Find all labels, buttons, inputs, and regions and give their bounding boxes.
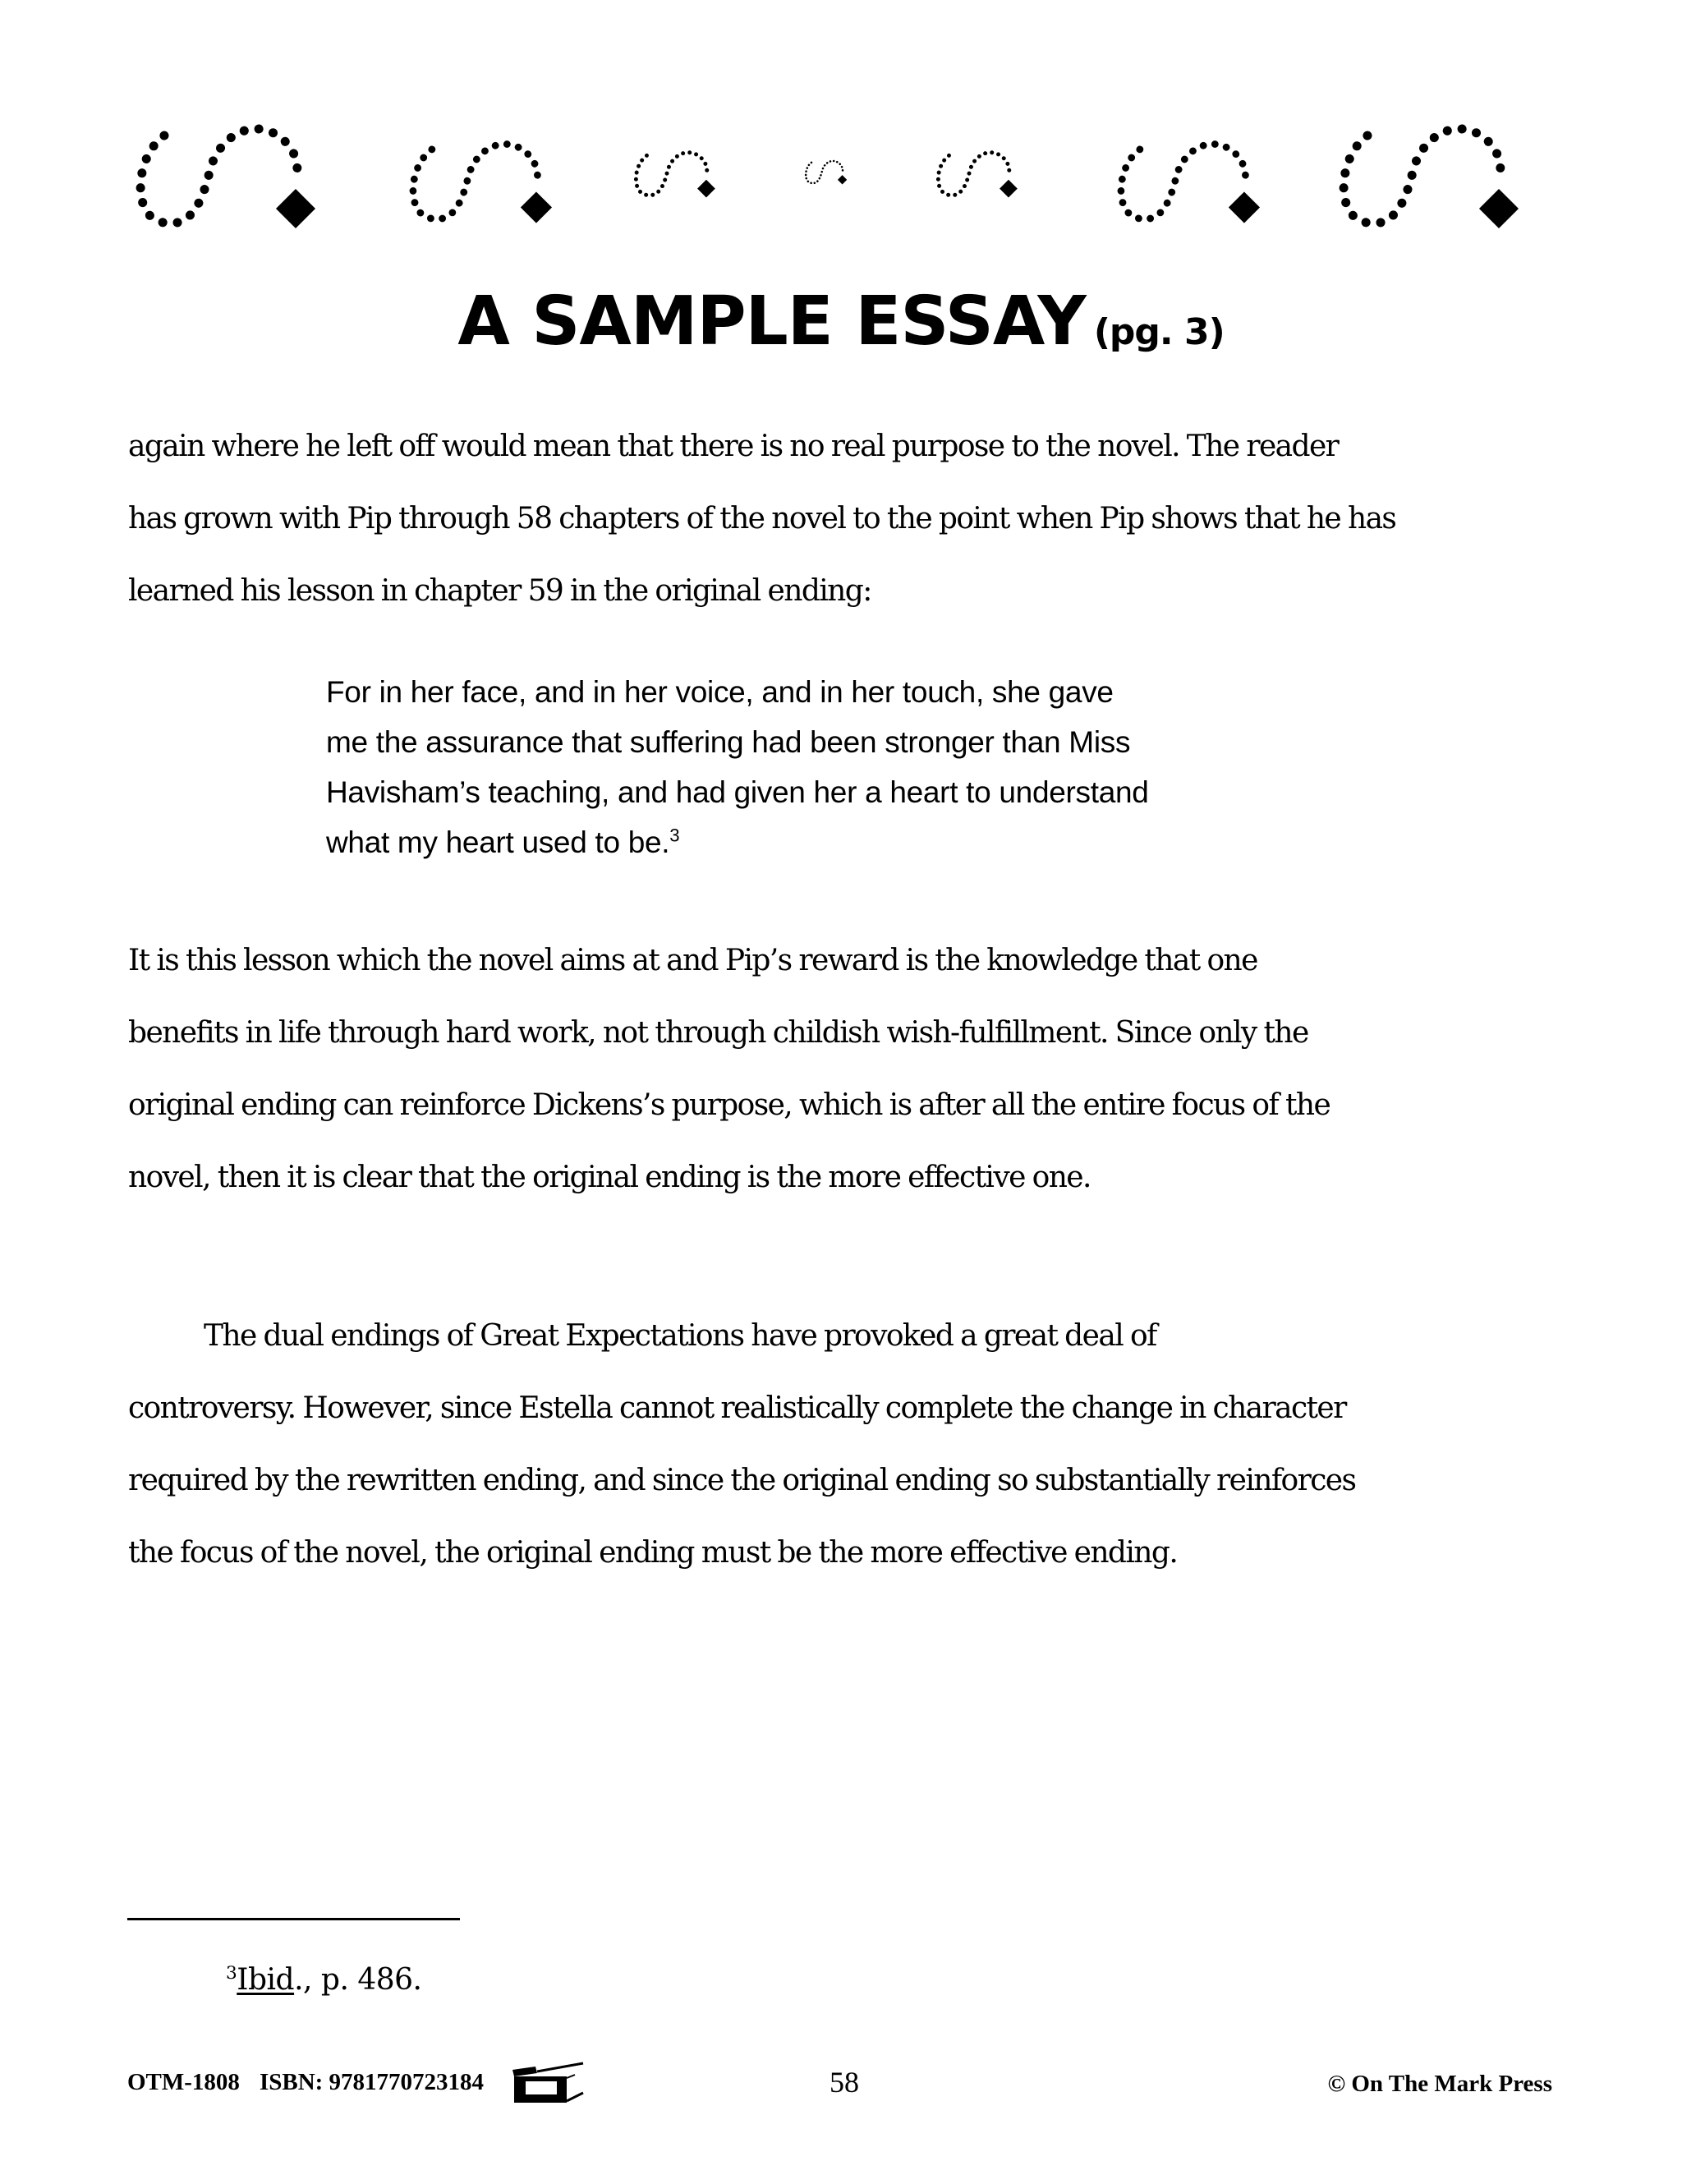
dotted-s-curve-icon	[1110, 133, 1291, 256]
footer-publication-info	[127, 2062, 484, 2103]
dotted-s-curve-icon	[131, 115, 329, 255]
text-line: the focus of the novel, the original ending must be the more effective ending.	[128, 1536, 1178, 1570]
text-line: It is this lesson which the novel aims at and Pip’s reward is the knowledge that one	[128, 944, 1257, 977]
quote-line: Havisham’s teaching, and had given her a heart to understand	[326, 775, 1149, 809]
footnote-citation: ., p. 486.	[294, 1963, 422, 1997]
text-line: required by the rewritten ending, and since the original ending so substantially reinforces	[128, 1464, 1356, 1497]
text-line: controversy. However, since Estella cannot realistically complete the change in character	[128, 1391, 1346, 1425]
footnote-marker: 3	[226, 1963, 237, 1984]
page-title	[0, 281, 1682, 363]
text-line: novel, then it is clear that the original ending is the more effective one.	[128, 1161, 1091, 1194]
footnote-reference[interactable]: 3	[669, 825, 680, 846]
photocopier-icon	[511, 2062, 609, 2103]
text-line: has grown with Pip through 58 chapters of the novel to the point when Pip shows that he has	[128, 502, 1396, 536]
dotted-s-curve-icon	[626, 146, 765, 237]
header-decoration	[0, 115, 1682, 255]
footnote-divider	[127, 1918, 460, 1920]
title-text: A SAMPLE ESSAY	[457, 283, 1086, 361]
text-line: again where he left off would mean that there is no real purpose to the novel. The reader	[128, 430, 1339, 463]
text-line: learned his lesson in chapter 59 in the original ending:	[128, 574, 871, 608]
text-line-indented: The dual endings of Great Expectations have provoked a great deal of	[204, 1319, 1156, 1353]
page-footer	[0, 2062, 1682, 2103]
paragraph-3	[128, 1300, 1574, 1589]
text-line: original ending can reinforce Dickens’s purpose, which is after all the entire focus of the	[128, 1088, 1330, 1122]
text-line: benefits in life through hard work, not through childish wish-fulfillment. Since only the	[128, 1016, 1308, 1050]
isbn: ISBN: 9781770723184	[259, 2069, 485, 2095]
block-quote	[326, 667, 1149, 867]
page-number: 58	[830, 2066, 859, 2099]
dotted-s-curve-icon	[801, 158, 899, 223]
product-code: OTM-1808	[127, 2069, 240, 2095]
dotted-s-curve-icon	[402, 133, 583, 256]
paragraph-1	[128, 411, 1574, 628]
title-page-indicator: (pg. 3)	[1093, 311, 1225, 353]
quote-line-last	[326, 817, 1149, 867]
paragraph-2	[128, 925, 1574, 1214]
quote-line: me the assurance that suffering had been stronger than Miss	[326, 725, 1131, 759]
footnote	[226, 1963, 422, 1997]
copyright-notice: © On The Mark Press	[1327, 2071, 1552, 2097]
quote-line: For in her face, and in her voice, and in her touch, she gave	[326, 675, 1114, 709]
dotted-s-curve-icon	[1335, 115, 1532, 255]
quote-text: what my heart used to be.	[326, 825, 670, 859]
dotted-s-curve-icon	[928, 146, 1068, 237]
footnote-source: Ibid	[237, 1963, 295, 1997]
